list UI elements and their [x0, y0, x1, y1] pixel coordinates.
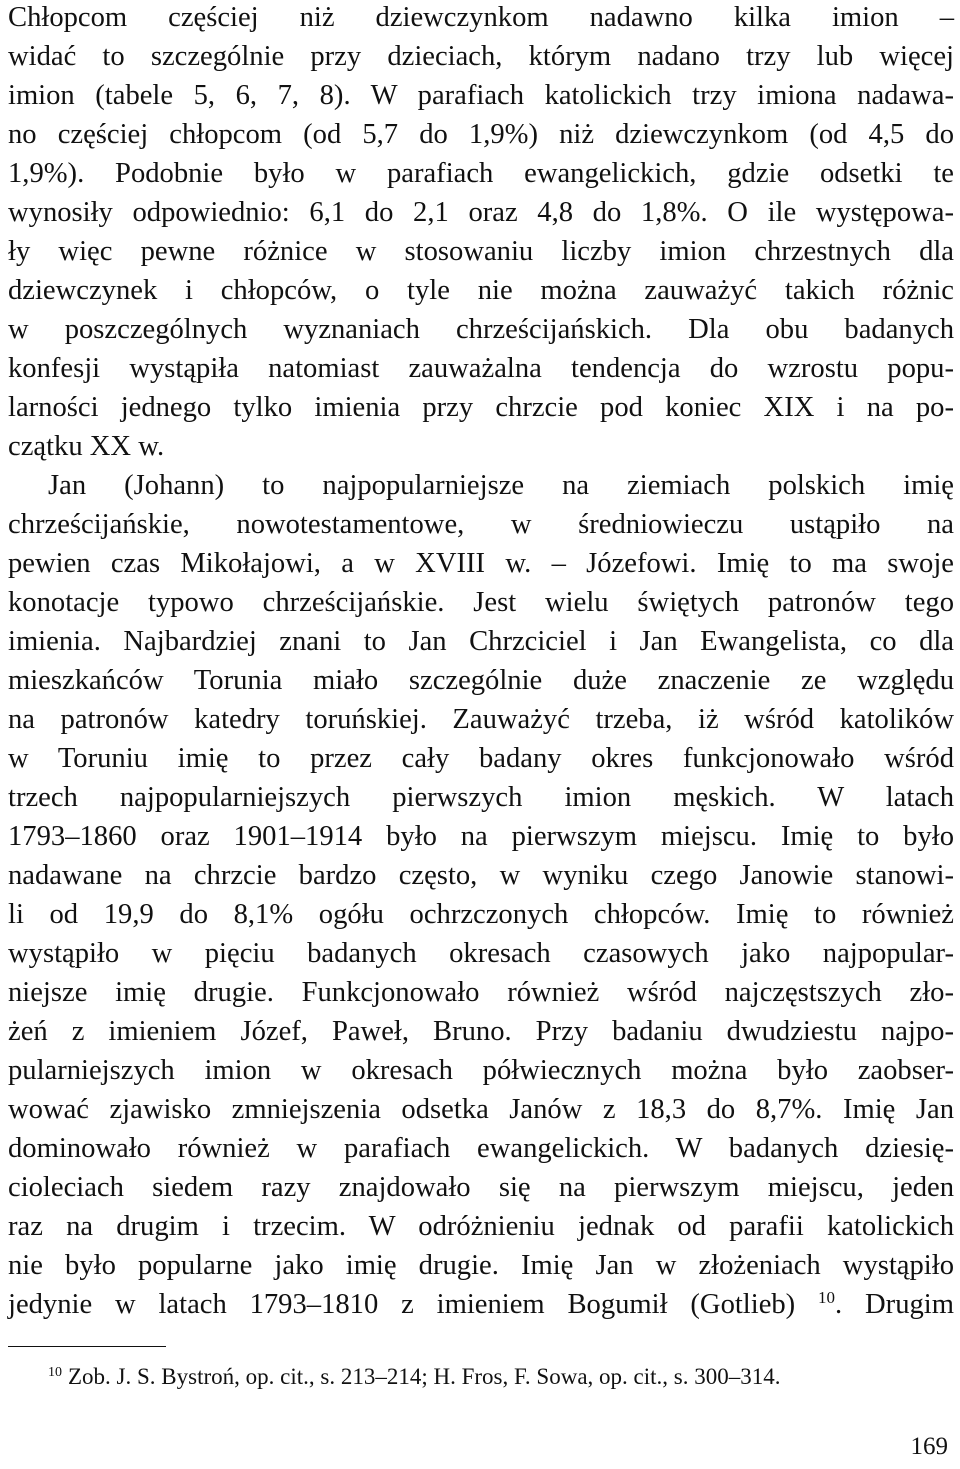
text-line: Jan (Johann) to najpopularniejsze na ziemiach polskich imię [48, 470, 954, 501]
text-line: nadawane na chrzcie bardzo często, w wyniku czego Janowie stanowi- [8, 860, 954, 891]
paragraph-1 [8, 0, 954, 466]
text-line: ły więc pewne różnice w stosowaniu liczby imion chrzestnych dla [8, 236, 954, 267]
text-line: niejsze imię drugie. Funkcjonowało również wśród najczęstszych zło- [8, 977, 954, 1008]
footnote [48, 1362, 780, 1392]
text-line: Chłopcom częściej niż dziewczynkom nadawno kilka imion – [8, 2, 954, 33]
text-line: czątku XX w. [8, 431, 165, 462]
text-line: chrześcijańskie, nowotestamentowe, w średniowieczu ustąpiło na [8, 509, 954, 540]
text-line: na patronów katedry toruńskiej. Zauważyć trzeba, iż wśród katolików [8, 704, 954, 735]
page-number: 169 [910, 1433, 948, 1460]
text-line: konotacje typowo chrześcijańskie. Jest wielu świętych patronów tego [8, 587, 954, 618]
text-line: żeń z imieniem Józef, Paweł, Bruno. Przy badaniu dwudziestu najpo- [8, 1016, 954, 1047]
text-line: li od 19,9 do 8,1% ogółu ochrzczonych chłopców. Imię to również [8, 899, 954, 930]
text-line: widać to szczególnie przy dzieciach, którym nadano trzy lub więcej [8, 41, 954, 72]
text-line: dziewczynek i chłopców, o tyle nie można zauważyć takich różnic [8, 275, 954, 306]
text-line: konfesji wystąpiła natomiast zauważalna tendencja do wzrostu popu- [8, 353, 954, 384]
paragraph-2 [8, 466, 954, 1324]
text-line: trzech najpopularniejszych pierwszych imion męskich. W latach [8, 782, 954, 813]
text-line: raz na drugim i trzecim. W odróżnieniu jednak od parafii katolickich [8, 1211, 954, 1242]
text-line: wystąpiło w pięciu badanych okresach czasowych jako najpopular- [8, 938, 954, 969]
text-line: wynosiły odpowiednio: 6,1 do 2,1 oraz 4,8 do 1,8%. O ile występowa- [8, 197, 954, 228]
footnote-separator [8, 1346, 166, 1347]
text-line: cioleciach siedem razy znajdowało się na pierwszym miejscu, jeden [8, 1172, 954, 1203]
text-line: mieszkańców Torunia miało szczególnie duże znaczenie ze względu [8, 665, 954, 696]
footnote-reference[interactable]: 10 [818, 1288, 836, 1307]
text-line: imion (tabele 5, 6, 7, 8). W parafiach katolickich trzy imiona nadawa- [8, 80, 954, 111]
text-line: pewien czas Mikołajowi, a w XVIII w. – Józefowi. Imię to ma swoje [8, 548, 954, 579]
text-line: 1793–1860 oraz 1901–1914 było na pierwszym miejscu. Imię to było [8, 821, 954, 852]
text-line-with-footnote-ref [8, 1285, 954, 1324]
text-line: larności jednego tylko imienia przy chrzcie pod koniec XIX i na po- [8, 392, 954, 423]
text-line: pularniejszych imion w okresach półwiecznych można było zaobser- [8, 1055, 954, 1086]
text-line: w Toruniu imię to przez cały badany okres funkcjonowało wśród [8, 743, 954, 774]
text-line: wować zjawisko zmniejszenia odsetka Janów z 18,3 do 8,7%. Imię Jan [8, 1094, 954, 1125]
line-text: jedynie w latach 1793–1810 z imieniem Bogumił (Gotlieb) [8, 1289, 819, 1320]
text-line: imienia. Najbardziej znani to Jan Chrzciciel i Jan Ewangelista, co dla [8, 626, 954, 657]
text-line: nie było popularne jako imię drugie. Imię Jan w złożeniach wystąpiło [8, 1250, 954, 1281]
body-text [8, 0, 954, 1324]
text-line: 1,9%). Podobnie było w parafiach ewangelickich, gdzie odsetki te [8, 158, 954, 189]
text-line: no częściej chłopcom (od 5,7 do 1,9%) niż dziewczynkom (od 4,5 do [8, 119, 954, 150]
text-line: w poszczególnych wyznaniach chrześcijańskich. Dla obu badanych [8, 314, 954, 345]
text-line: dominowało również w parafiach ewangelickich. W badanych dziesię- [8, 1133, 954, 1164]
footnote-text: Zob. J. S. Bystroń, op. cit., s. 213–214; H. Fros, F. Sowa, op. cit., s. 300–314. [68, 1364, 781, 1389]
line-text: . Drugim [835, 1289, 954, 1320]
footnote-number: 10 [48, 1365, 62, 1380]
